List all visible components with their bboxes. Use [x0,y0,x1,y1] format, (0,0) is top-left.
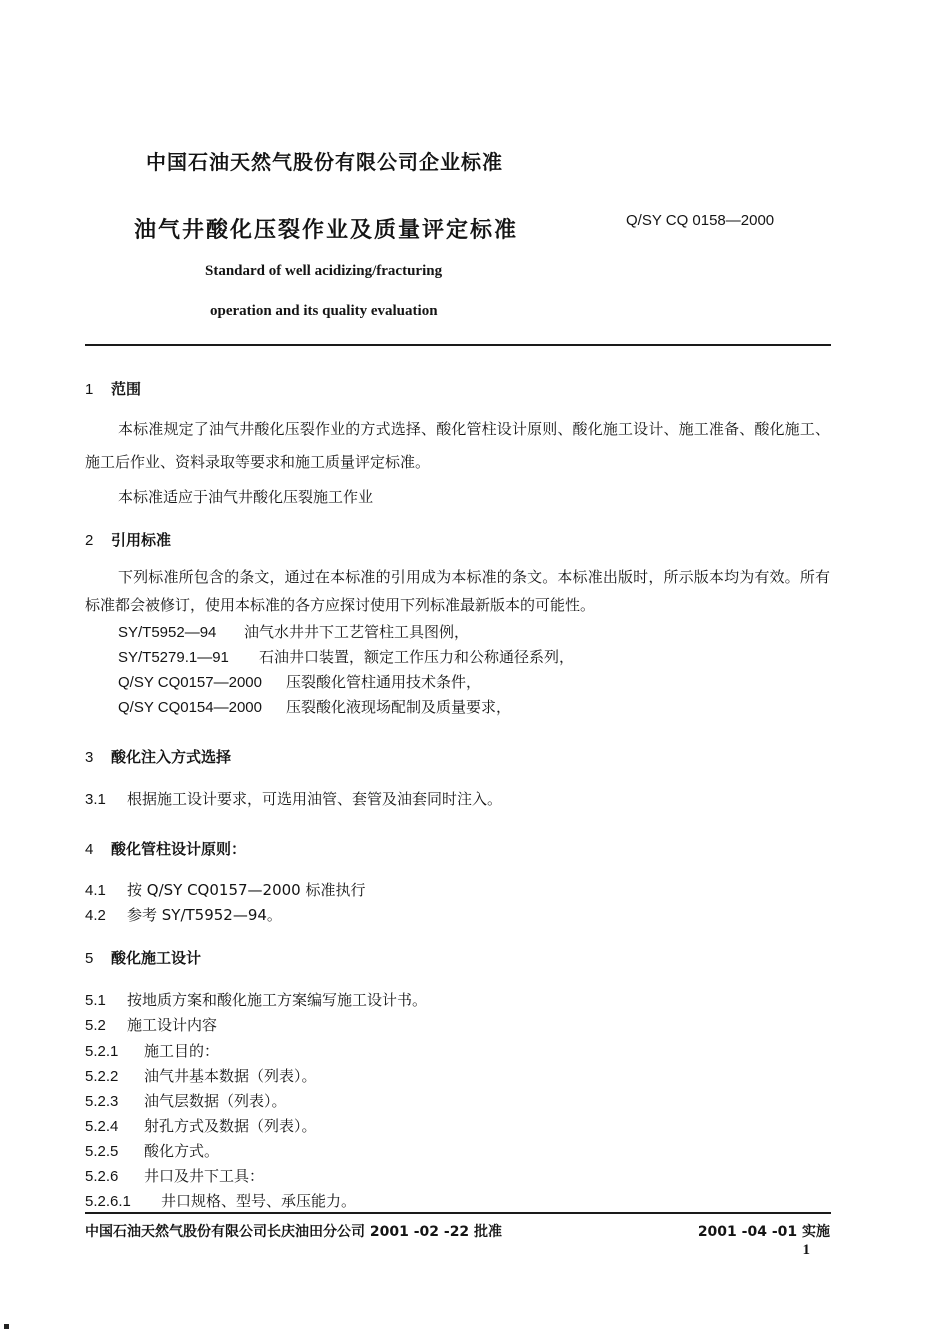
section-2-heading [85,529,171,550]
english-title-line2: operation and its quality evaluation [210,303,438,319]
section-4-heading [85,838,246,859]
reference-code: SY/T5279.1—91 [118,649,229,666]
page-number: 1 [802,1242,810,1258]
reference-desc: 压裂酸化液现场配制及质量要求， [286,698,512,716]
clause-5-2 [85,1014,217,1035]
standard-code: Q/SY CQ 0158—2000 [626,212,775,229]
reference-code: Q/SY CQ0154—2000 [118,699,262,716]
header-divider [85,344,831,346]
approval-statement: 中国石油天然气股份有限公司长庆油田分公司 2001 -02 -22 批准 [85,1224,503,1240]
clause-text: 施工设计内容 [127,1016,218,1034]
clause-text: 井口及井下工具： [144,1167,265,1185]
clause-number: 5.2.4 [85,1118,119,1135]
clause-5-2-1 [85,1040,219,1061]
section-title: 引用标准 [111,531,172,549]
section-number: 1 [85,381,94,398]
clause-5-2-4 [85,1115,317,1136]
section-1-paragraph: 本标准规定了油气井酸化压裂作业的方式选择、酸化管柱设计原则、酸化施工设计、施工准备、酸化施工、施工后作业、资料录取等要求和施工质量评定标准。 [85,420,830,471]
clause-number: 5.2.6.1 [85,1193,131,1210]
clause-text: 油气层数据（列表）。 [144,1092,287,1110]
section-title: 酸化施工设计 [111,949,202,967]
clause-4-1 [85,879,365,900]
clause-number: 3.1 [85,791,106,808]
clause-5-1 [85,989,427,1010]
clause-4-2 [85,904,282,925]
clause-number: 5.2.5 [85,1143,119,1160]
section-number: 5 [85,950,94,967]
clause-number: 4.2 [85,907,106,924]
clause-3-1 [85,788,502,809]
clause-text: 射孔方式及数据（列表）。 [144,1117,317,1135]
implementation-date: 2001 -04 -01 实施 [697,1224,830,1240]
reference-item [118,671,481,692]
clause-5-2-2 [85,1065,317,1086]
section-number: 3 [85,749,94,766]
scan-artifact [4,1324,9,1329]
section-title: 酸化管柱设计原则： [111,840,247,858]
clause-text: 井口规格、型号、承压能力。 [161,1192,357,1210]
clause-5-2-6 [85,1165,264,1186]
clause-5-2-6-1 [85,1190,356,1211]
section-number: 4 [85,841,94,858]
section-title: 酸化注入方式选择 [111,748,232,766]
section-1-heading [85,378,141,399]
section-number: 2 [85,532,94,549]
issuing-organization: 中国石油天然气股份有限公司企业标准 [146,150,503,174]
clause-number: 5.2.3 [85,1093,119,1110]
section-5-heading [85,947,201,968]
section-1-applicability: 本标准适应于油气井酸化压裂施工作业 [118,488,374,506]
section-2-paragraph: 下列标准所包含的条文，通过在本标准的引用成为本标准的条文。本标准出版时，所示版本均为有效。所有标准都会被修订，使用本标准的各方应探讨使用下列标准最新版本的可能性。 [85,568,830,614]
reference-item [118,646,574,667]
clause-number: 5.1 [85,992,106,1009]
clause-text: 施工目的： [144,1042,220,1060]
clause-5-2-3 [85,1090,287,1111]
clause-text: 酸化方式。 [144,1142,220,1160]
clause-text: 按地质方案和酸化施工方案编写施工设计书。 [127,991,428,1009]
section-title: 范围 [111,380,142,398]
clause-number: 5.2 [85,1017,106,1034]
clause-5-2-5 [85,1140,219,1161]
clause-number: 5.2.2 [85,1068,119,1085]
clause-number: 5.2.6 [85,1168,119,1185]
reference-desc: 压裂酸化管柱通用技术条件， [286,673,482,691]
clause-number: 4.1 [85,882,106,899]
clause-text: 根据施工设计要求，可选用油管、套管及油套同时注入。 [127,790,503,808]
reference-code: SY/T5952—94 [118,624,217,641]
clause-text: 按 Q/SY CQ0157—2000 标准执行 [127,881,366,899]
english-title-line1: Standard of well acidizing/fracturing [205,263,443,279]
reference-desc: 油气水井井下工艺管柱工具图例， [244,623,470,641]
reference-item [118,696,511,717]
reference-code: Q/SY CQ0157—2000 [118,674,262,691]
clause-number: 5.2.1 [85,1043,119,1060]
footer-divider [85,1212,831,1214]
clause-text: 参考 SY/T5952—94。 [127,906,282,924]
reference-item [118,621,469,642]
section-3-heading [85,746,231,767]
reference-desc: 石油井口装置，额定工作压力和公称通径系列， [259,648,575,666]
document-title: 油气井酸化压裂作业及质量评定标准 [134,218,519,243]
clause-text: 油气井基本数据（列表）。 [144,1067,317,1085]
